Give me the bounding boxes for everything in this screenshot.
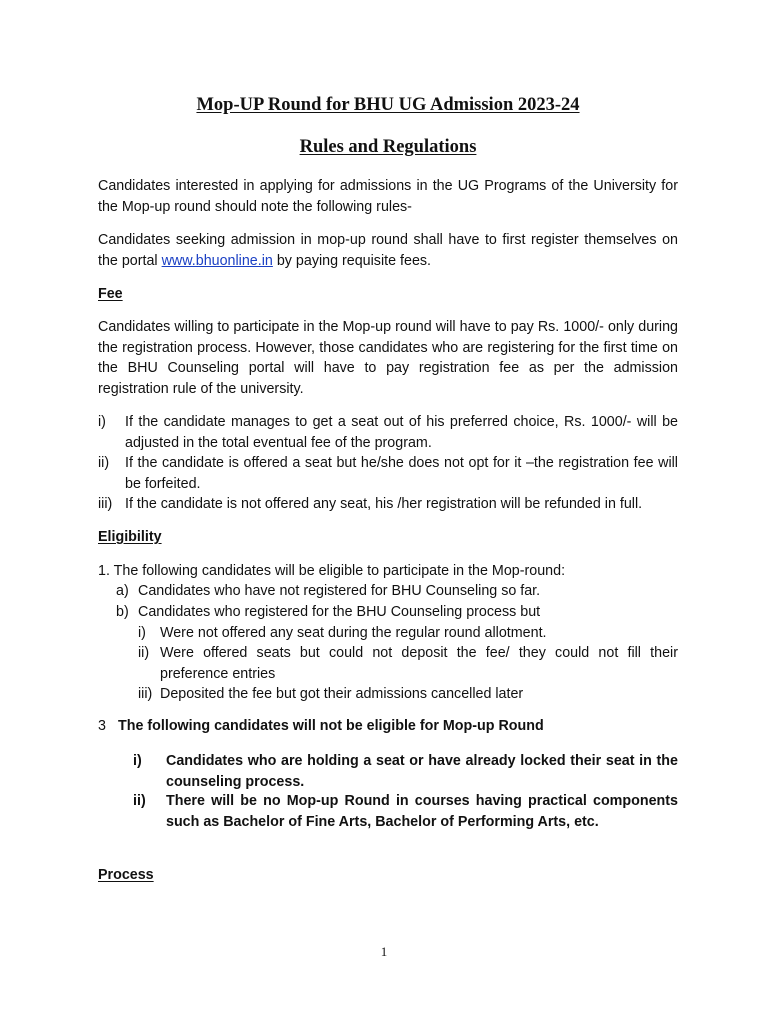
eligibility-subitem-marker: i) xyxy=(138,625,146,641)
fee-item: If the candidate is offered a seat but he/she does not opt for it –the registration fee will be forfeited. xyxy=(125,455,678,492)
eligibility-heading: Eligibility xyxy=(98,529,162,545)
registration-paragraph xyxy=(98,230,678,271)
bhuonline-link[interactable]: www.bhuonline.in xyxy=(161,252,273,269)
fee-item: If the candidate manages to get a seat out of his preferred choice, Rs. 1000/- will be adjusted in the total eventual fee of the program. xyxy=(125,414,678,451)
fee-item: If the candidate is not offered any seat, his /her registration will be refunded in full. xyxy=(125,496,643,512)
eligibility-subitem: Were offered seats but could not deposit the fee/ they could not fill their preference entries xyxy=(160,645,678,682)
fee-item-marker: iii) xyxy=(98,496,113,512)
eligibility-subitem-marker: ii) xyxy=(138,645,150,661)
eligibility-subitem-marker: iii) xyxy=(138,686,153,702)
eligibility-item-marker: b) xyxy=(116,604,129,620)
process-heading: Process xyxy=(98,867,154,883)
page-number: 1 xyxy=(380,944,388,959)
registration-text-after: by paying requisite fees. xyxy=(272,252,432,269)
eligibility-point-1: 1. The following candidates will be eligible to participate in the Mop-round: xyxy=(98,563,566,579)
fee-item-marker: i) xyxy=(98,414,106,430)
fee-paragraph: Candidates willing to participate in the Mop-up round will have to pay Rs. 1000/- only during the registration process. However, those candidates who are registering for the first time on the BHU Counseling portal will have to pay registration fee as per the admission registration rule of the university. xyxy=(98,319,678,397)
eligibility-subitem: Were not offered any seat during the regular round allotment. xyxy=(160,625,547,641)
page-subtitle: Rules and Regulations xyxy=(299,137,477,157)
registration-text-before: Candidates seeking admission in mop-up round shall have to first register themselves on the portal xyxy=(98,232,678,269)
not-eligible-item-marker: i) xyxy=(133,753,142,769)
eligibility-point-3-marker: 3 xyxy=(98,718,106,734)
eligibility-point-3: The following candidates will not be eligible for Mop-up Round xyxy=(118,718,544,734)
intro-paragraph: Candidates interested in applying for admissions in the UG Programs of the University for the Mop-up round should note the following rules- xyxy=(98,178,678,215)
not-eligible-item: Candidates who are holding a seat or have already locked their seat in the counseling process. xyxy=(166,753,678,790)
eligibility-subitem: Deposited the fee but got their admissions cancelled later xyxy=(160,686,524,702)
eligibility-item-marker: a) xyxy=(116,583,129,599)
eligibility-item-b: Candidates who registered for the BHU Counseling process but xyxy=(138,604,541,620)
page-title: Mop-UP Round for BHU UG Admission 2023-24 xyxy=(196,95,580,115)
not-eligible-item-marker: ii) xyxy=(133,793,146,809)
fee-item-marker: ii) xyxy=(98,455,110,471)
fee-heading: Fee xyxy=(98,286,123,302)
not-eligible-item: There will be no Mop-up Round in courses having practical components such as Bachelor of Fine Arts, Bachelor of Performing Arts, etc. xyxy=(166,793,678,830)
eligibility-item-a: Candidates who have not registered for BHU Counseling so far. xyxy=(138,583,541,599)
